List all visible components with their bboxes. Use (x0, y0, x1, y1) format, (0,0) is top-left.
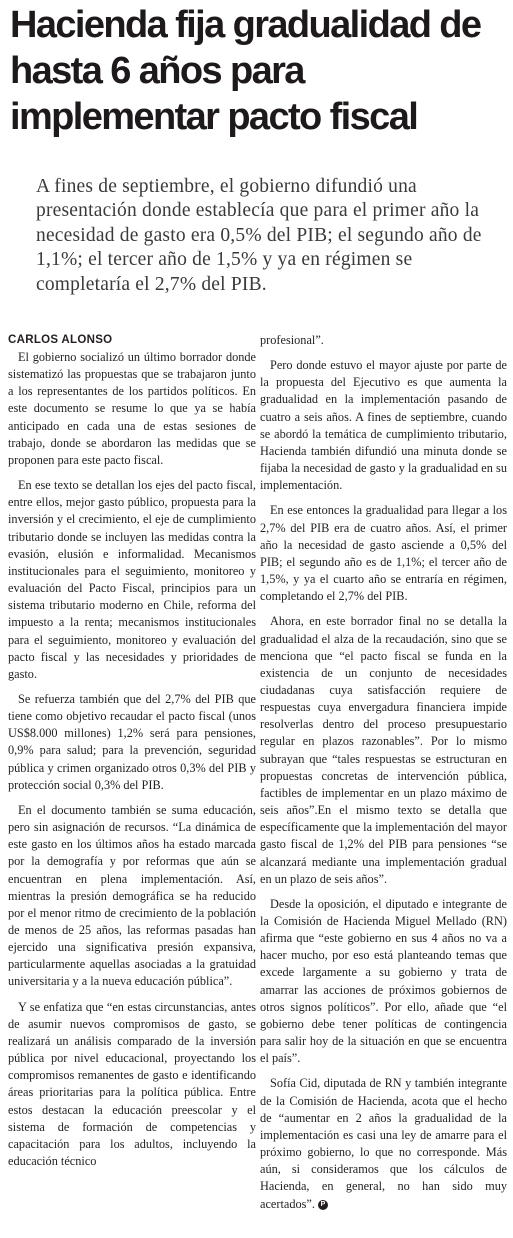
body-paragraph: Se refuerza también que del 2,7% del PIB que tiene como objetivo recaudar el pacto fiscal (unos US$8.000 millones) 1,2% será para pensiones, 0,9% para salud; para la prevención, seguridad pública y crimen organizado otros 0,3% del PIB y protección social 0,3% del PIB. (8, 691, 256, 792)
end-of-article-icon: P (318, 1200, 328, 1210)
body-paragraph: El gobierno socializó un último borrador donde sistematizó las propuestas que se trabajaron junto a los representantes de los partidos políticos. En este documento se resume lo que ya se había anticipado en cada una de estas sesiones de trabajo, donde se abordaron las medidas que se proponen para este pacto fiscal. (8, 350, 256, 467)
body-paragraph: En ese entonces la gradualidad para llegar a los 2,7% del PIB era de cuatro años. Así, el primer año la necesidad de gasto asciende a 0,5% del PIB; el segundo año es de 1,1%; el tercer año de 1,5%, y ya el cuarto año se entraría en régimen, completando el 2,7% del PIB. (260, 503, 507, 604)
body-paragraph: Y se enfatiza que “en estas circunstancias, antes de asumir nuevos compromisos de gasto, se realizará un análisis comparado de la inversión pública por nivel educacional, proyectando los compromisos remanentes de gasto e identificando áreas prioritarias para la política pública. Entre estos destacan la educación preescolar y el sistema de formación de competencias y capacitación para los adultos, incluyendo la educación técnico (8, 999, 256, 1169)
article-column-left (8, 332, 256, 1178)
final-paragraph-text: Sofía Cid, diputada de RN y también integrante de la Comisión de Hacienda, acota que el hecho de “aumentar en 2 años la gradualidad de la implementación es casi una ley de amarre para el próximo gobierno, lo que no corresponde. Más aún, si consideramos que los cálculos de Hacienda, en general, no han sido muy acertados”. (260, 1076, 507, 1211)
byline: CARLOS ALONSO (8, 334, 113, 346)
body-paragraph-continuation: profesional”. (260, 333, 324, 347)
body-paragraph: Pero donde estuvo el mayor ajuste por parte de la propuesta del Ejecutivo es que aumenta la gradualidad en la implementación pasando de cuatro a seis años. A fines de septiembre, cuando se abordó la temática de cumplimiento tributario, Hacienda también difundió una minuta donde se fijaba la necesidad de gasto y la gradualidad en su implementación. (260, 358, 507, 493)
body-paragraph: Ahora, en este borrador final no se detalla la gradualidad el alza de la recaudación, sino que se menciona que “el pacto fiscal se funda en la existencia de un conjunto de necesidades ciudadanas cuya satisfacción requiere de respuestas cuya envergadura financiera impide resolverlas dentro del proceso presupuestario regular en plazos razonables”. Por lo mismo subrayan que “tales respuestas se estructuran en propuestas concretas de intervención pública, factibles de implementar en un plazo máximo de seis años”.En el mismo texto se detalla que específicamente que la implementación del mayor gasto fiscal de 1,2% del PIB para pensiones “se alcanzará mediante una implementación gradual en un plazo de seis años”. (260, 614, 507, 886)
body-paragraph: En ese texto se detallan los ejes del pacto fiscal, entre ellos, mejor gasto público, propuesta para la inversión y el crecimiento, el eje de cumplimiento tributario donde se incluyen las medidas contra la evasión, elusión e informalidad. Mecanismos institucionales para el seguimiento, monitoreo y evaluación del Pacto Fiscal, principios para un sistema tributario moderno en Chile, reforma del impuesto a la renta; mecanismos institucionales para el seguimiento, monitoreo y evaluación del pacto fiscal y las necesidades y prioridades de gasto. (8, 478, 256, 681)
body-paragraph-final (260, 1075, 507, 1212)
headline: Hacienda fija gradualidad de hasta 6 años para implementar pacto fiscal (10, 4, 481, 138)
body-paragraph: En el documento también se suma educación, pero sin asignación de recursos. “La dinámica de este gasto en los últimos años ha estado marcada por la demografía y por reformas que aún se encuentran en plena implementación. Así, mientras la presión demográfica se ha reducido por el menor ritmo de crecimiento de la población de menos de 25 años, las reformas pasadas han ejercido una significativa presión expansiva, particularmente aquellas asociadas a la gratuidad universitaria y a la nueva educación pública”. (8, 802, 256, 989)
lead-paragraph: A fines de septiembre, el gobierno difundió una presentación donde establecía que para el primer año la necesidad de gasto era 0,5% del PIB; el segundo año de 1,1%; el tercer año de 1,5% y ya en régimen se completaría el 2,7% del PIB. (36, 176, 482, 295)
article-column-right (260, 332, 507, 1221)
body-paragraph: Desde la oposición, el diputado e integrante de la Comisión de Hacienda Miguel Mellado (RN) afirma que “este gobierno en sus 4 años no va a hacer mucho, por eso está planteando temas que excede largamente a su gobierno y trata de amarrar las acciones de próximos gobiernos de otros signos políticos”. Por ello, añade que “el gobierno debe tener políticas de contingencia para salir hoy de la situación en que se encuentra el país”. (260, 896, 507, 1066)
